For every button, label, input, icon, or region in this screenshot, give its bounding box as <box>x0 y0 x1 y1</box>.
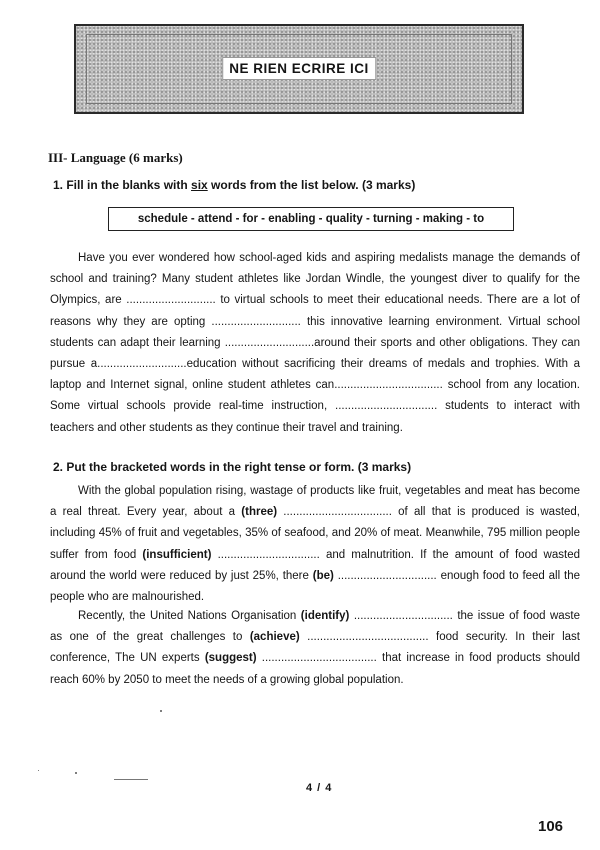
blank-6[interactable]: ................................ <box>335 400 438 413</box>
blank-identify[interactable]: ............................... <box>353 610 453 622</box>
blank-5[interactable]: .................................. <box>334 379 443 392</box>
blank-4[interactable]: ............................ <box>97 358 187 371</box>
question-2-paragraph-2: Recently, the United Nations Organisation (identify) ............................... the issue of food waste as one of the great challenges to (achieve) ...................................... food security. In their last conference, The UN experts (suggest) .................................... that increase in food products should reach 60% by 2050 to meet the needs of a growing global population. <box>50 610 581 686</box>
blank-achieve[interactable]: ...................................... <box>307 631 429 644</box>
do-not-write-banner <box>74 24 524 114</box>
blank-be[interactable]: ............................... <box>337 569 437 582</box>
blank-suggest[interactable]: .................................... <box>261 652 377 665</box>
question-1-paragraph: Have you ever wondered how school-aged kids and aspiring medalists manage the demands of school and training? Many student athletes like Jordan Windle, the youngest diver to qualify for the Olympics, are ............................ to virtual schools to meet their educational needs. There are a lot of reasons why they are opting ............................ this innovative learning environment. Virtual school students can adapt their learning ............................around their sports and other obligations. They can pursue a............................education without sacrificing their dreams of medals and trophies. With a laptop and Internet signal, online student athletes can.................................. school from any location. Some virtual schools provide real-time instruction, ................................ students to interact with teachers and other students as they continue their travel and training. <box>50 252 581 434</box>
blank-three[interactable]: .................................. <box>283 506 392 519</box>
blank-insufficient[interactable]: ................................ <box>217 548 320 561</box>
word-list-box: schedule - attend - for - enabling - quality - turning - making - to <box>108 207 514 231</box>
blank-2[interactable]: ............................ <box>211 315 301 328</box>
book-page-number: 106 <box>538 818 564 835</box>
blank-1[interactable]: ............................ <box>126 294 216 307</box>
question-2-paragraph-1: With the global population rising, wastage of products like fruit, vegetables and meat has become a real threat. Every year, about a (three) .................................. of all that is produced is wasted, including 45% of fruit and vegetables, 35% of seafood, and 20% of meat. Meanwhile, 795 million people suffer from food (insufficient) ................................ and malnutrition. If the amount of food wasted around the world were reduced by just 25%, there (be) ............................... enough food to feed all the people who are malnourished. <box>50 485 581 604</box>
section-title: III- Language (6 marks) <box>48 150 183 165</box>
page-indicator: 4 / 4 <box>306 782 333 794</box>
scan-mark <box>114 779 148 780</box>
question-1-title: 1. Fill in the blanks with six words from the list below. (3 marks) <box>53 178 416 192</box>
question-2-title: 2. Put the bracketed words in the right tense or form. (3 marks) <box>53 460 412 474</box>
scan-speck <box>38 770 39 771</box>
scan-speck <box>160 710 162 712</box>
blank-3[interactable]: ............................ <box>224 336 315 349</box>
scan-speck <box>75 772 77 774</box>
do-not-write-label: NE RIEN ECRIRE ICI <box>222 57 376 80</box>
emphasis-six: six <box>191 178 208 192</box>
